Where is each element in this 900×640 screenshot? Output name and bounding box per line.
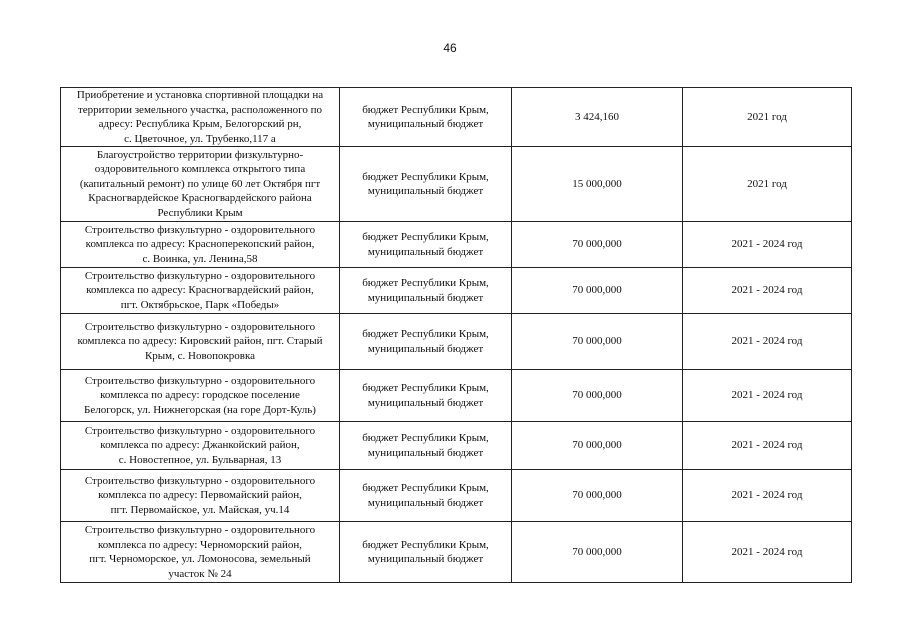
funding-source-line: бюджет Республики Крым, — [362, 277, 489, 289]
funding-source-line: муниципальный бюджет — [367, 496, 484, 509]
period-cell: 2021 - 2024 год — [683, 470, 852, 522]
page-number: 46 — [443, 41, 457, 55]
funding-source-line: муниципальный бюджет — [367, 446, 484, 459]
object-description-cell — [61, 222, 340, 268]
table-row — [61, 522, 852, 583]
amount-cell: 70 000,000 — [512, 314, 683, 370]
funding-source-line: бюджет Республики Крым, — [362, 538, 489, 551]
funding-source-cell — [340, 88, 512, 147]
amount-cell: 70 000,000 — [512, 470, 683, 522]
object-description-line: комплекса по адресу: Красногвардейский район, — [86, 284, 314, 297]
funding-source-line: муниципальный бюджет — [367, 291, 484, 304]
amount-cell: 70 000,000 — [512, 370, 683, 422]
period-cell: 2021 - 2024 год — [683, 370, 852, 422]
funding-source-line: муниципальный бюджет — [367, 245, 484, 258]
funding-source-cell — [340, 268, 512, 314]
object-description-line: Строительство физкультурно - оздоровительного — [84, 223, 316, 236]
amount-cell: 70 000,000 — [512, 222, 683, 268]
object-description-line: Строительство физкультурно - оздоровительного — [84, 269, 316, 282]
budget-table — [60, 87, 852, 583]
table-row — [61, 147, 852, 222]
funding-source-line: муниципальный бюджет — [367, 118, 484, 130]
amount-cell: 15 000,000 — [512, 147, 683, 222]
object-description-line: Красногвардейское Красногвардейского района — [88, 192, 312, 205]
object-description-line: пгт. Черноморское, ул. Ломоносова, земельный — [89, 553, 311, 565]
object-description-line: Республики Крым — [157, 206, 243, 219]
table-row — [61, 370, 852, 422]
table-row — [61, 222, 852, 268]
object-description-line: комплекса по адресу: городское поселение — [100, 389, 300, 402]
object-description-line: пгт. Первомайское, ул. Майская, уч.14 — [110, 503, 290, 516]
object-description-line: Строительство физкультурно - оздоровительного — [84, 474, 316, 487]
table-body — [61, 88, 852, 583]
funding-source-line: бюджет Республики Крым, — [362, 103, 489, 116]
object-description-line: комплекса по адресу: Красноперекопский район, — [85, 238, 315, 251]
object-description-line: Строительство физкультурно - оздоровительного — [84, 320, 316, 333]
funding-source-line: муниципальный бюджет — [367, 185, 484, 197]
object-description-line: с. Цветочное, ул. Трубенко,117 а — [124, 132, 276, 145]
object-description-line: комплекса по адресу: Первомайский район, — [98, 489, 302, 502]
table-row — [61, 88, 852, 147]
funding-source-line: бюджет Республики Крым, — [362, 382, 489, 394]
table-row — [61, 314, 852, 370]
funding-source-cell — [340, 422, 512, 470]
object-description-cell — [61, 268, 340, 314]
funding-source-line: муниципальный бюджет — [367, 342, 484, 355]
funding-source-line: бюджет Республики Крым, — [362, 170, 489, 183]
object-description-cell — [61, 522, 340, 583]
funding-source-cell — [340, 522, 512, 583]
object-description-line: комплекса по адресу: Кировский район, пгт. Старый — [77, 335, 323, 348]
funding-source-line: бюджет Республики Крым, — [362, 231, 489, 243]
object-description-line: Строительство физкультурно - оздоровительного — [84, 374, 316, 387]
funding-source-cell — [340, 370, 512, 422]
object-description-line: Приобретение и установка спортивной площадки на — [76, 89, 324, 101]
object-description-line: оздоровительного комплекса открытого типа — [94, 163, 306, 176]
period-cell: 2021 - 2024 год — [683, 422, 852, 470]
object-description-line: пгт. Октябрьское, Парк «Победы» — [120, 298, 280, 311]
object-description-cell — [61, 370, 340, 422]
object-description-line: комплекса по адресу: Черноморский район, — [97, 538, 302, 551]
object-description-cell — [61, 314, 340, 370]
object-description-cell — [61, 88, 340, 147]
funding-source-cell — [340, 147, 512, 222]
amount-cell: 70 000,000 — [512, 522, 683, 583]
object-description-cell — [61, 470, 340, 522]
amount-cell: 70 000,000 — [512, 422, 683, 470]
object-description-line: с. Воинка, ул. Ленина,58 — [142, 252, 258, 265]
period-cell: 2021 - 2024 год — [683, 222, 852, 268]
funding-source-line: бюджет Республики Крым, — [362, 328, 489, 340]
table-row — [61, 422, 852, 470]
object-description-line: адресу: Республика Крым, Белогорский рн, — [98, 118, 302, 130]
amount-cell: 3 424,160 — [512, 88, 683, 147]
object-description-cell — [61, 422, 340, 470]
object-description-line: Белогорск, ул. Нижнегорская (на горе Дорт-Куль) — [84, 403, 316, 416]
period-cell: 2021 - 2024 год — [683, 522, 852, 583]
table-row — [61, 268, 852, 314]
object-description-cell — [61, 147, 340, 222]
funding-source-cell — [340, 222, 512, 268]
period-cell: 2021 год — [683, 88, 852, 147]
funding-source-cell — [340, 314, 512, 370]
object-description-line: участок № 24 — [168, 567, 232, 580]
object-description-line: Крым, с. Новопокровка — [144, 349, 256, 362]
object-description-line: с. Новостепное, ул. Бульварная, 13 — [118, 453, 282, 466]
funding-source-line: муниципальный бюджет — [367, 553, 484, 565]
funding-source-line: муниципальный бюджет — [367, 396, 484, 409]
object-description-line: Строительство физкультурно - оздоровительного — [84, 524, 316, 536]
object-description-line: Благоустройство территории физкультурно- — [96, 148, 304, 161]
amount-cell: 70 000,000 — [512, 268, 683, 314]
object-description-line: Строительство физкультурно - оздоровительного — [84, 424, 316, 437]
period-cell: 2021 - 2024 год — [683, 268, 852, 314]
object-description-line: комплекса по адресу: Джанкойский район, — [100, 439, 300, 452]
table-row — [61, 470, 852, 522]
object-description-line: (капитальный ремонт) по улице 60 лет Октября пгт — [79, 177, 321, 190]
period-cell: 2021 - 2024 год — [683, 314, 852, 370]
period-cell: 2021 год — [683, 147, 852, 222]
object-description-line: территории земельного участка, расположенного по — [77, 103, 323, 116]
funding-source-cell — [340, 470, 512, 522]
funding-source-line: бюджет Республики Крым, — [362, 482, 489, 494]
funding-source-line: бюджет Республики Крым, — [362, 432, 489, 444]
